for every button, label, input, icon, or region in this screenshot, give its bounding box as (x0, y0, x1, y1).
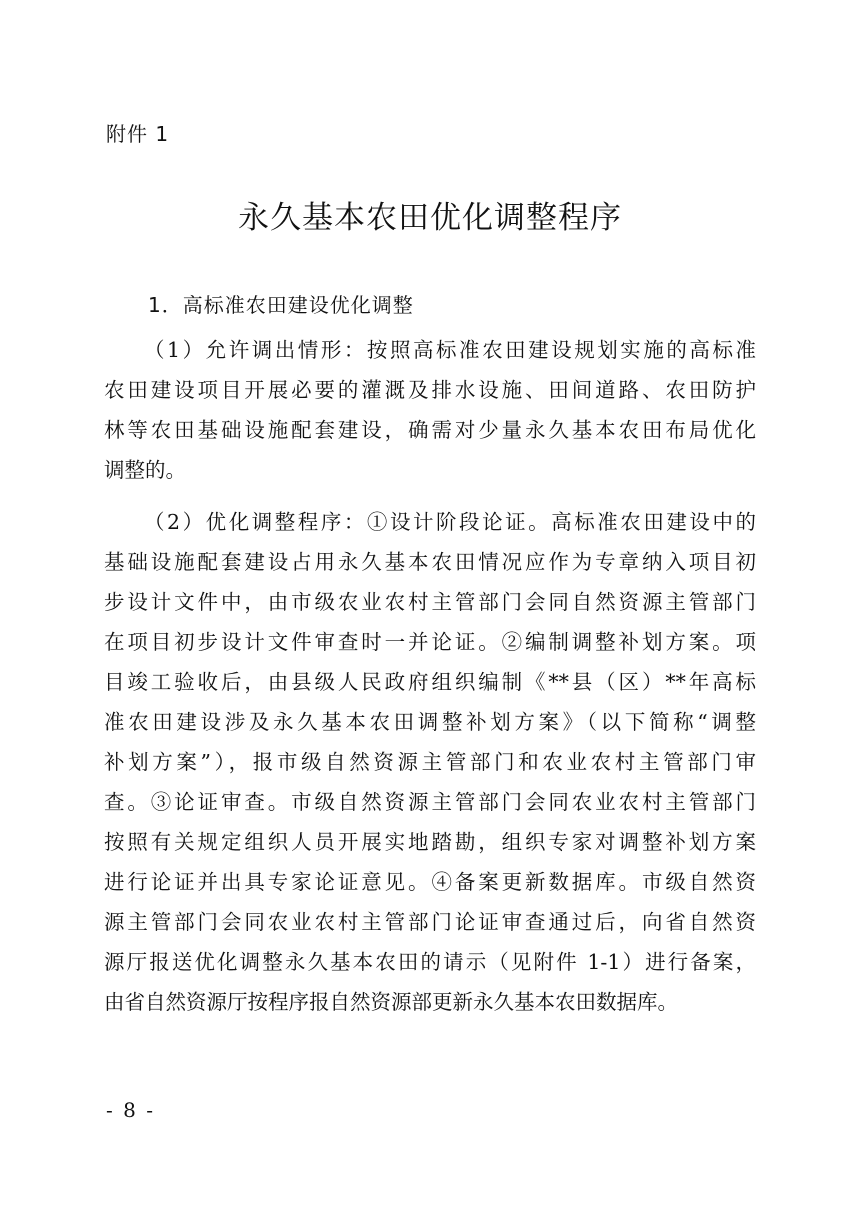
paragraph-1-line-1: （1）允许调出情形：按照高标准农田建设规划实施的高标准 (144, 338, 756, 362)
paragraph-1-line-2: 农田建设项目开展必要的灌溉及排水设施、田间道路、农田防护 (104, 378, 756, 402)
paragraph-2-line-2: 基础设施配套建设占用永久基本农田情况应作为专章纳入项目初 (104, 550, 756, 574)
section-heading: 1．高标准农田建设优化调整 (148, 293, 414, 317)
attachment-label: 附件 1 (106, 122, 170, 146)
paragraph-2-line-12: 源厅报送优化调整永久基本农田的请示（见附件 1-1）进行备案， (104, 950, 756, 974)
paragraph-2-line-10: 进行论证并出具专家论证意见。④备案更新数据库。市级自然资 (104, 870, 756, 894)
paragraph-2-line-11: 源主管部门会同农业农村主管部门论证审查通过后，向省自然资 (104, 910, 756, 934)
paragraph-1-line-4: 调整的。 (104, 458, 186, 482)
paragraph-2-line-1: （2）优化调整程序：①设计阶段论证。高标准农田建设中的 (144, 510, 756, 534)
page-number: - 8 - (106, 1098, 155, 1122)
paragraph-1-line-3: 林等农田基础设施配套建设，确需对少量永久基本农田布局优化 (104, 418, 756, 442)
paragraph-2-line-5: 目竣工验收后，由县级人民政府组织编制《**县（区）**年高标 (104, 670, 756, 694)
paragraph-2-line-9: 按照有关规定组织人员开展实地踏勘，组织专家对调整补划方案 (104, 830, 756, 854)
document-title: 永久基本农田优化调整程序 (238, 200, 622, 236)
paragraph-2-line-6: 准农田建设涉及永久基本农田调整补划方案》（以下简称“调整 (104, 710, 756, 734)
paragraph-2-line-8: 查。③论证审查。市级自然资源主管部门会同农业农村主管部门 (104, 790, 756, 814)
paragraph-2-line-7: 补划方案”），报市级自然资源主管部门和农业农村主管部门审 (104, 750, 756, 774)
paragraph-2-line-3: 步设计文件中，由市级农业农村主管部门会同自然资源主管部门 (104, 590, 756, 614)
paragraph-2-line-4: 在项目初步设计文件审查时一并论证。②编制调整补划方案。项 (104, 630, 756, 654)
paragraph-2-line-13: 由省自然资源厅按程序报自然资源部更新永久基本农田数据库。 (104, 990, 678, 1014)
